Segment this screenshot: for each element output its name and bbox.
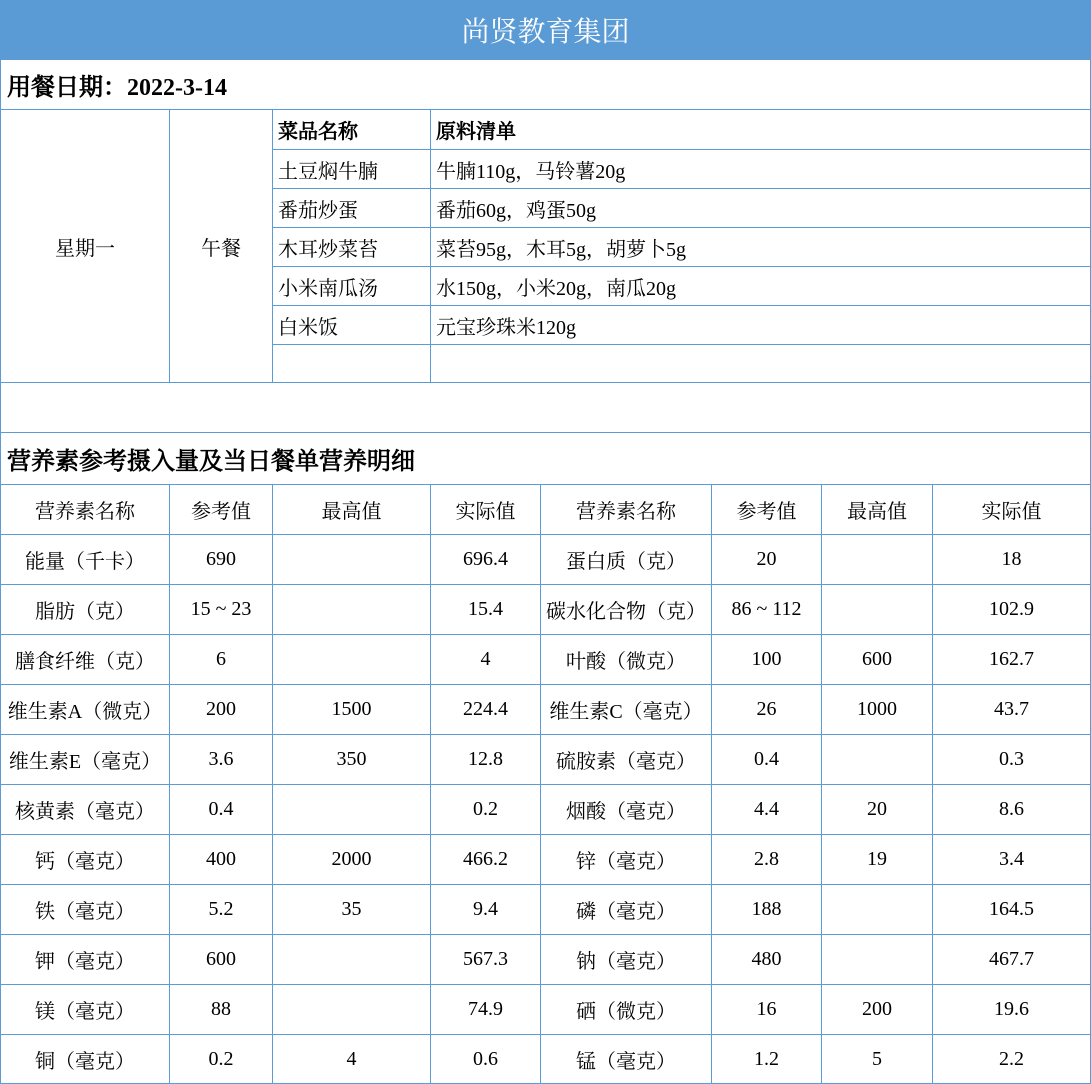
nutrient-name: 维生素A（微克）	[0, 685, 170, 735]
max-value: 600	[822, 635, 933, 685]
max-value: 5	[822, 1035, 933, 1084]
max-value	[822, 935, 933, 985]
reference-value: 0.4	[712, 735, 822, 785]
reference-value: 20	[712, 535, 822, 585]
actual-value: 2.2	[933, 1035, 1091, 1084]
dish-ingredients: 菜苔95g，木耳5g，胡萝卜5g	[431, 228, 1091, 267]
dish-name	[273, 345, 431, 383]
nutrient-name: 镁（毫克）	[0, 985, 170, 1035]
actual-value: 4	[431, 635, 541, 685]
max-value: 2000	[273, 835, 431, 885]
actual-value: 18	[933, 535, 1091, 585]
actual-value: 15.4	[431, 585, 541, 635]
reference-value: 690	[170, 535, 273, 585]
reference-value: 5.2	[170, 885, 273, 935]
column-header-actual: 实际值	[431, 485, 541, 535]
nutrient-name: 钠（毫克）	[541, 935, 712, 985]
max-value: 19	[822, 835, 933, 885]
max-value	[822, 735, 933, 785]
nutrient-name: 磷（毫克）	[541, 885, 712, 935]
reference-value: 100	[712, 635, 822, 685]
meal-date: 用餐日期：2022-3-14	[0, 60, 1091, 110]
actual-value: 19.6	[933, 985, 1091, 1035]
actual-value: 0.3	[933, 735, 1091, 785]
max-value	[822, 535, 933, 585]
reference-value: 26	[712, 685, 822, 735]
dish-name: 木耳炒菜苔	[273, 228, 431, 267]
max-value: 1500	[273, 685, 431, 735]
reference-value: 188	[712, 885, 822, 935]
nutrient-name: 能量（千卡）	[0, 535, 170, 585]
actual-value: 164.5	[933, 885, 1091, 935]
actual-value: 696.4	[431, 535, 541, 585]
actual-value: 9.4	[431, 885, 541, 935]
dish-name: 番茄炒蛋	[273, 189, 431, 228]
reference-value: 86 ~ 112	[712, 585, 822, 635]
nutrient-name: 硫胺素（毫克）	[541, 735, 712, 785]
max-value	[822, 885, 933, 935]
reference-value: 0.4	[170, 785, 273, 835]
dish-ingredients: 水150g，小米20g，南瓜20g	[431, 267, 1091, 306]
nutrient-name: 维生素E（毫克）	[0, 735, 170, 785]
max-value: 200	[822, 985, 933, 1035]
reference-value: 3.6	[170, 735, 273, 785]
column-header-nutrient-name: 营养素名称	[0, 485, 170, 535]
nutrient-name: 钾（毫克）	[0, 935, 170, 985]
nutrient-name: 维生素C（毫克）	[541, 685, 712, 735]
meal-cell: 午餐	[170, 110, 273, 383]
nutrient-name: 膳食纤维（克）	[0, 635, 170, 685]
actual-value: 12.8	[431, 735, 541, 785]
column-header-max: 最高值	[273, 485, 431, 535]
column-header-reference: 参考值	[170, 485, 273, 535]
actual-value: 567.3	[431, 935, 541, 985]
reference-value: 15 ~ 23	[170, 585, 273, 635]
column-header-max: 最高值	[822, 485, 933, 535]
nutrient-name: 锰（毫克）	[541, 1035, 712, 1084]
reference-value: 480	[712, 935, 822, 985]
dish-ingredients: 元宝珍珠米120g	[431, 306, 1091, 345]
nutrient-name: 叶酸（微克）	[541, 635, 712, 685]
max-value	[273, 585, 431, 635]
nutrient-name: 铜（毫克）	[0, 1035, 170, 1084]
reference-value: 400	[170, 835, 273, 885]
actual-value: 162.7	[933, 635, 1091, 685]
nutrient-name: 核黄素（毫克）	[0, 785, 170, 835]
nutrient-name: 锌（毫克）	[541, 835, 712, 885]
max-value	[273, 535, 431, 585]
menu-header-ingredients: 原料清单	[431, 110, 1091, 150]
reference-value: 200	[170, 685, 273, 735]
max-value	[273, 985, 431, 1035]
day-cell: 星期一	[0, 110, 170, 383]
dish-name: 白米饭	[273, 306, 431, 345]
dish-name: 土豆焖牛腩	[273, 150, 431, 189]
column-header-reference: 参考值	[712, 485, 822, 535]
max-value	[273, 935, 431, 985]
nutrient-name: 脂肪（克）	[0, 585, 170, 635]
actual-value: 74.9	[431, 985, 541, 1035]
nutrient-name: 硒（微克）	[541, 985, 712, 1035]
nutrient-name: 蛋白质（克）	[541, 535, 712, 585]
actual-value: 224.4	[431, 685, 541, 735]
menu-header-dish: 菜品名称	[273, 110, 431, 150]
actual-value: 102.9	[933, 585, 1091, 635]
column-header-nutrient-name: 营养素名称	[541, 485, 712, 535]
dish-name: 小米南瓜汤	[273, 267, 431, 306]
actual-value: 0.2	[431, 785, 541, 835]
reference-value: 4.4	[712, 785, 822, 835]
actual-value: 43.7	[933, 685, 1091, 735]
nutrient-name: 铁（毫克）	[0, 885, 170, 935]
actual-value: 467.7	[933, 935, 1091, 985]
reference-value: 1.2	[712, 1035, 822, 1084]
reference-value: 6	[170, 635, 273, 685]
max-value: 20	[822, 785, 933, 835]
actual-value: 8.6	[933, 785, 1091, 835]
actual-value: 466.2	[431, 835, 541, 885]
blank-row	[0, 383, 1091, 433]
nutrient-name: 碳水化合物（克）	[541, 585, 712, 635]
reference-value: 2.8	[712, 835, 822, 885]
max-value: 35	[273, 885, 431, 935]
max-value: 1000	[822, 685, 933, 735]
dish-ingredients: 牛腩110g，马铃薯20g	[431, 150, 1091, 189]
actual-value: 0.6	[431, 1035, 541, 1084]
nutrition-heading: 营养素参考摄入量及当日餐单营养明细	[0, 433, 1091, 485]
nutrient-name: 钙（毫克）	[0, 835, 170, 885]
actual-value: 3.4	[933, 835, 1091, 885]
column-header-actual: 实际值	[933, 485, 1091, 535]
max-value	[273, 635, 431, 685]
max-value: 350	[273, 735, 431, 785]
reference-value: 16	[712, 985, 822, 1035]
page-title: 尚贤教育集团	[0, 0, 1091, 60]
reference-value: 0.2	[170, 1035, 273, 1084]
max-value	[273, 785, 431, 835]
max-value: 4	[273, 1035, 431, 1084]
nutrient-name: 烟酸（毫克）	[541, 785, 712, 835]
dish-ingredients: 番茄60g，鸡蛋50g	[431, 189, 1091, 228]
reference-value: 88	[170, 985, 273, 1035]
reference-value: 600	[170, 935, 273, 985]
max-value	[822, 585, 933, 635]
dish-ingredients	[431, 345, 1091, 383]
